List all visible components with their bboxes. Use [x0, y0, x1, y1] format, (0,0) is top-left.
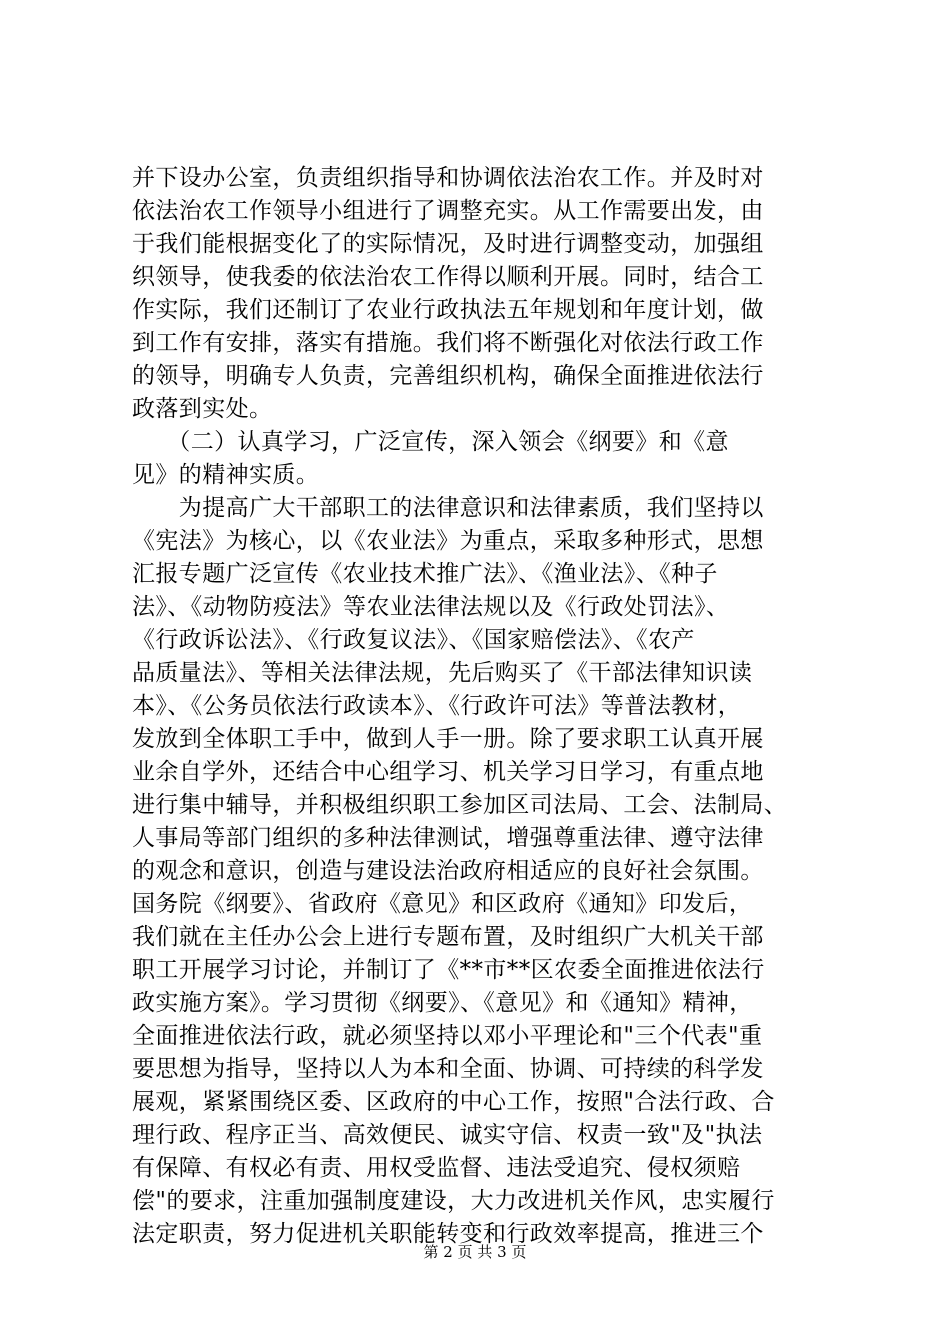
text-line: 职工开展学习讨论，并制订了《**市**区农委全面推进依法行: [132, 957, 765, 983]
text-line: 《宪法》为核心，以《农业法》为重点，采取多种形式，思想: [132, 528, 764, 554]
text-line: 的领导，明确专人负责，完善组织机构，确保全面推进依法行: [132, 363, 764, 389]
section-heading: 见》的精神实质。: [132, 462, 320, 488]
text-line: 《行政诉讼法》、《行政复议法》、《国家赔偿法》、《农产: [132, 627, 695, 653]
text-line: 国务院《纲要》、省政府《意见》和区政府《通知》印发后，: [132, 891, 753, 917]
section-heading: （二）认真学习，广泛宣传，深入领会《纲要》和《意: [132, 429, 729, 455]
text-line: 偿"的要求，注重加强制度建设，大力改进机关作风，忠实履行: [132, 1188, 775, 1214]
text-line: 的观念和意识，创造与建设法治政府相适应的良好社会氛围。: [132, 858, 764, 884]
text-line: 为提高广大干部职工的法律意识和法律素质，我们坚持以: [132, 495, 764, 521]
text-line: 到工作有安排，落实有措施。我们将不断强化对依法行政工作: [132, 330, 764, 356]
text-line: 全面推进依法行政，就必须坚持以邓小平理论和"三个代表"重: [132, 1023, 763, 1049]
text-line: 于我们能根据变化了的实际情况，及时进行调整变动，加强组: [132, 231, 764, 257]
text-line: 法》、《动物防疫法》等农业法律法规以及《行政处罚法》、: [132, 594, 730, 620]
text-line: 依法治农工作领导小组进行了调整充实。从工作需要出发，由: [132, 198, 764, 224]
text-line: 进行集中辅导，并积极组织职工参加区司法局、工会、法制局、: [132, 792, 788, 818]
text-line: 政实施方案》。学习贯彻《纲要》、《意见》和《通知》精神，: [132, 990, 753, 1016]
text-line: 我们就在主任办公会上进行专题布置，及时组织广大机关干部: [132, 924, 764, 950]
text-line: 人事局等部门组织的多种法律测试，增强尊重法律、遵守法律: [132, 825, 764, 851]
text-line: 业余自学外，还结合中心组学习、机关学习日学习，有重点地: [132, 759, 764, 785]
text-line: 理行政、程序正当、高效便民、诚实守信、权责一致"及"执法: [132, 1122, 763, 1148]
text-line: 并下设办公室，负责组织指导和协调依法治农工作。并及时对: [132, 165, 764, 191]
text-line: 政落到实处。: [132, 396, 273, 422]
text-line: 法定职责，努力促进机关职能转变和行政效率提高，推进三个: [132, 1221, 764, 1247]
text-line: 织领导，使我委的依法治农工作得以顺利开展。同时，结合工: [132, 264, 764, 290]
text-line: 作实际，我们还制订了农业行政执法五年规划和年度计划，做: [132, 297, 764, 323]
text-line: 展观，紧紧围绕区委、区政府的中心工作，按照"合法行政、合: [132, 1089, 775, 1115]
text-line: 有保障、有权必有责、用权受监督、违法受追究、侵权须赔: [132, 1155, 741, 1181]
page-footer: [0, 1242, 950, 1262]
page-number-label: 第 2 页 共 3 页: [423, 1243, 527, 1261]
document-body: [132, 162, 820, 1251]
text-line: 发放到全体职工手中，做到人手一册。除了要求职工认真开展: [132, 726, 764, 752]
text-line: 汇报专题广泛宣传《农业技术推广法》、《渔业法》、《种子: [132, 561, 718, 587]
text-line: 品质量法》、等相关法律法规，先后购买了《干部法律知识读: [132, 660, 753, 686]
text-line: 要思想为指导，坚持以人为本和全面、协调、可持续的科学发: [132, 1056, 764, 1082]
text-line: 本》、《公务员依法行政读本》、《行政许可法》等普法教材，: [132, 693, 742, 719]
